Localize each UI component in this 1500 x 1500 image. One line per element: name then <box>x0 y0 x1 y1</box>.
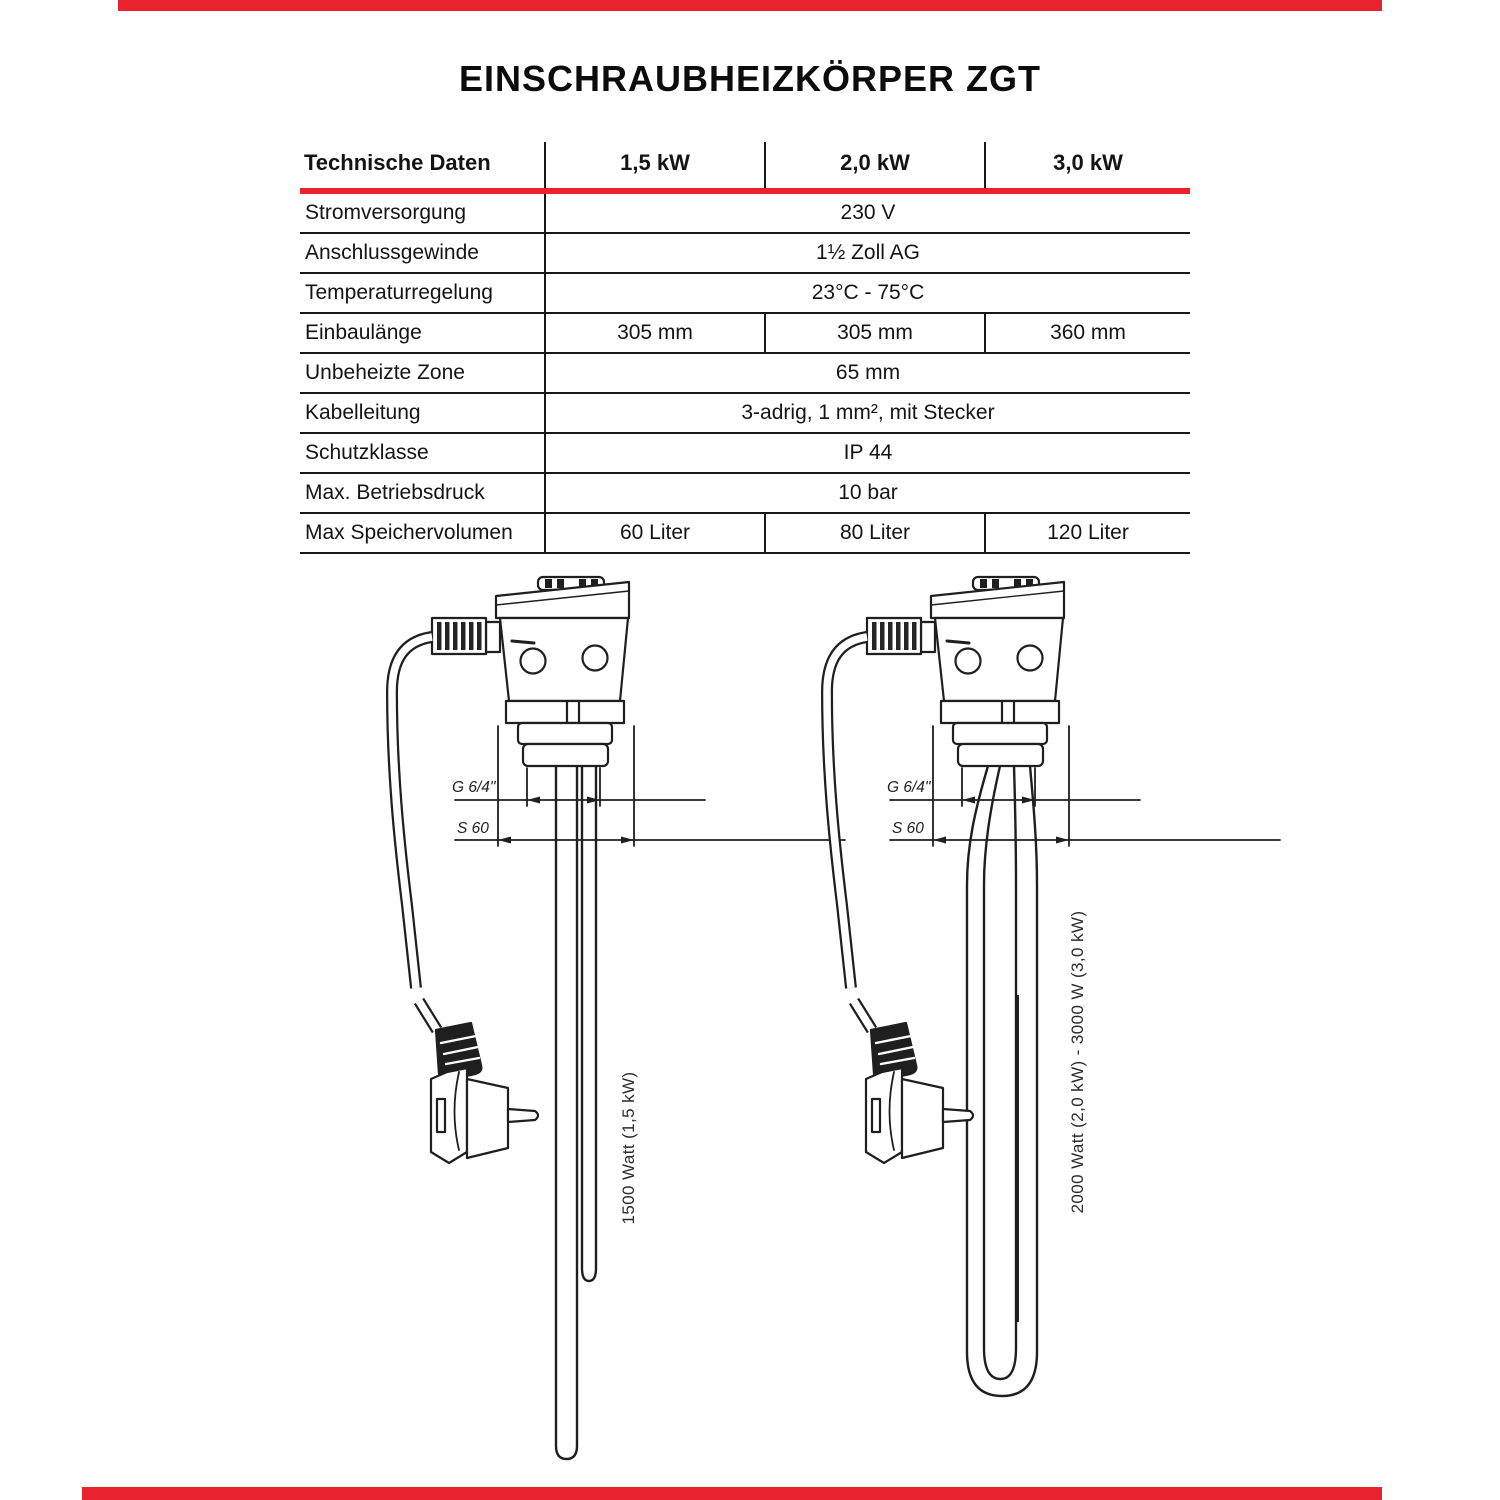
top-red-bar <box>118 0 1382 11</box>
row-label: Anschlussgewinde <box>300 233 545 273</box>
table-row <box>300 393 1190 433</box>
power-rating-label-left: 1500 Watt (1,5 kW) <box>619 1071 638 1225</box>
table-cell: 120 Liter <box>985 513 1190 553</box>
row-label: Kabelleitung <box>300 393 545 433</box>
row-label: Stromversorgung <box>300 191 545 233</box>
table-cell: 10 bar <box>838 481 898 504</box>
u-heating-element-outer <box>967 766 1037 1396</box>
table-cell: IP 44 <box>843 441 893 464</box>
table-cell: 60 Liter <box>619 521 691 544</box>
bottom-red-bar <box>82 1487 1382 1500</box>
table-cell: 305 mm <box>765 313 985 353</box>
table-cell: 23°C - 75°C <box>811 281 925 304</box>
table-row <box>300 313 1190 353</box>
heating-rod <box>556 766 577 1459</box>
column-header: 2,0 kW <box>765 142 985 191</box>
drawing-straight-element <box>375 560 860 1475</box>
table-row <box>300 353 1190 393</box>
power-rating-label-right: 2000 Watt (2,0 kW) - 3000 W (3,0 kW) <box>1068 910 1087 1214</box>
row-label: Schutzklasse <box>300 433 545 473</box>
page-title: EINSCHRAUBHEIZKÖRPER ZGT <box>458 58 1042 99</box>
table-cell: 1½ Zoll AG <box>816 241 920 264</box>
table-row <box>300 433 1190 473</box>
table-row <box>300 191 1190 233</box>
row-label: Unbeheizte Zone <box>300 353 545 393</box>
table-row <box>300 513 1190 553</box>
table-cell: 230 V <box>840 201 896 224</box>
technical-data-table <box>300 142 1190 554</box>
u-heating-element-inner <box>984 766 1016 1379</box>
table-row <box>300 273 1190 313</box>
thread-dimension-label: G 6/4" <box>452 779 496 796</box>
row-label: Einbaulänge <box>300 313 545 353</box>
thread-dimension-label: G 6/4" <box>887 779 931 796</box>
wrench-dimension-label: S 60 <box>457 820 489 837</box>
table-cell: 65 mm <box>835 361 901 384</box>
table-body <box>300 191 1190 553</box>
table-header-row <box>300 142 1190 191</box>
table-row <box>300 233 1190 273</box>
column-header: 1,5 kW <box>545 142 765 191</box>
column-header: 3,0 kW <box>985 142 1190 191</box>
table-cell: 360 mm <box>985 313 1190 353</box>
row-label: Max Speichervolumen <box>300 513 545 553</box>
table-cell: 305 mm <box>617 321 693 344</box>
sensor-tube <box>582 766 596 1281</box>
table-cell: 3-adrig, 1 mm², mit Stecker <box>741 401 995 424</box>
drawing-u-element <box>810 560 1300 1410</box>
wrench-dimension-label: S 60 <box>892 820 924 837</box>
row-label: Temperaturregelung <box>300 273 545 313</box>
table-row <box>300 473 1190 513</box>
row-label: Max. Betriebsdruck <box>300 473 545 513</box>
table-cell: 80 Liter <box>765 513 985 553</box>
corner-header: Technische Daten <box>300 142 545 191</box>
